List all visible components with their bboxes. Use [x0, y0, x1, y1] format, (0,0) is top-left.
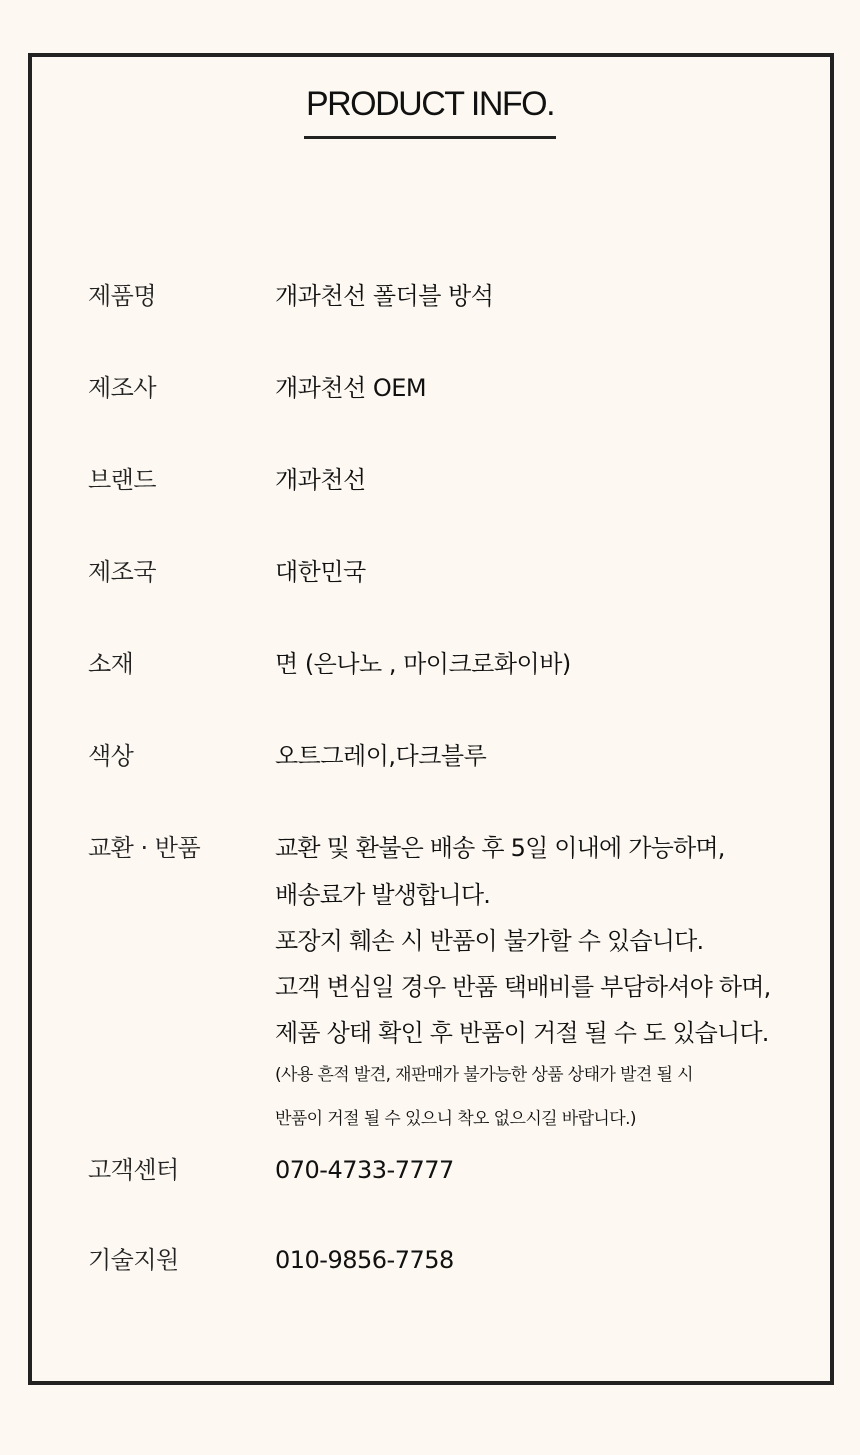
page-title: PRODUCT INFO. — [304, 84, 556, 139]
spec-value: 오트그레이,다크블루 — [275, 742, 487, 770]
title-block — [0, 84, 860, 139]
phone-number: 070-4733-7777 — [275, 1156, 454, 1184]
exchange-line: 포장지 훼손 시 반품이 불가할 수 있습니다. — [275, 927, 704, 955]
spec-value: 대한민국 — [275, 558, 366, 586]
spec-label: 소재 — [88, 650, 134, 678]
spec-label: 색상 — [88, 742, 134, 770]
exchange-line: 제품 상태 확인 후 반품이 거절 될 수 도 있습니다. — [275, 1019, 769, 1047]
spec-label: 제조국 — [88, 558, 157, 586]
spec-value: 개과천선 폴더블 방석 — [275, 282, 494, 310]
phone-number: 010-9856-7758 — [275, 1246, 454, 1274]
spec-label: 고객센터 — [88, 1156, 179, 1184]
spec-label: 교환 · 반품 — [88, 834, 201, 862]
spec-label: 브랜드 — [88, 466, 157, 494]
exchange-line: 고객 변심일 경우 반품 택배비를 부담하셔야 하며, — [275, 973, 771, 1001]
spec-value: 개과천선 — [275, 466, 366, 494]
spec-value: 면 (은나노 , 마이크로화이바) — [275, 650, 571, 678]
spec-label: 기술지원 — [88, 1246, 179, 1274]
exchange-line: 교환 및 환불은 배송 후 5일 이내에 가능하며, — [275, 834, 725, 862]
exchange-note: 반품이 거절 될 수 있으니 착오 없으시길 바랍니다.) — [275, 1109, 636, 1129]
spec-label: 제품명 — [88, 282, 157, 310]
spec-value: 개과천선 OEM — [275, 374, 427, 402]
spec-label: 제조사 — [88, 374, 157, 402]
exchange-note: (사용 흔적 발견, 재판매가 불가능한 상품 상태가 발견 될 시 — [275, 1065, 693, 1085]
exchange-line: 배송료가 발생합니다. — [275, 881, 491, 909]
